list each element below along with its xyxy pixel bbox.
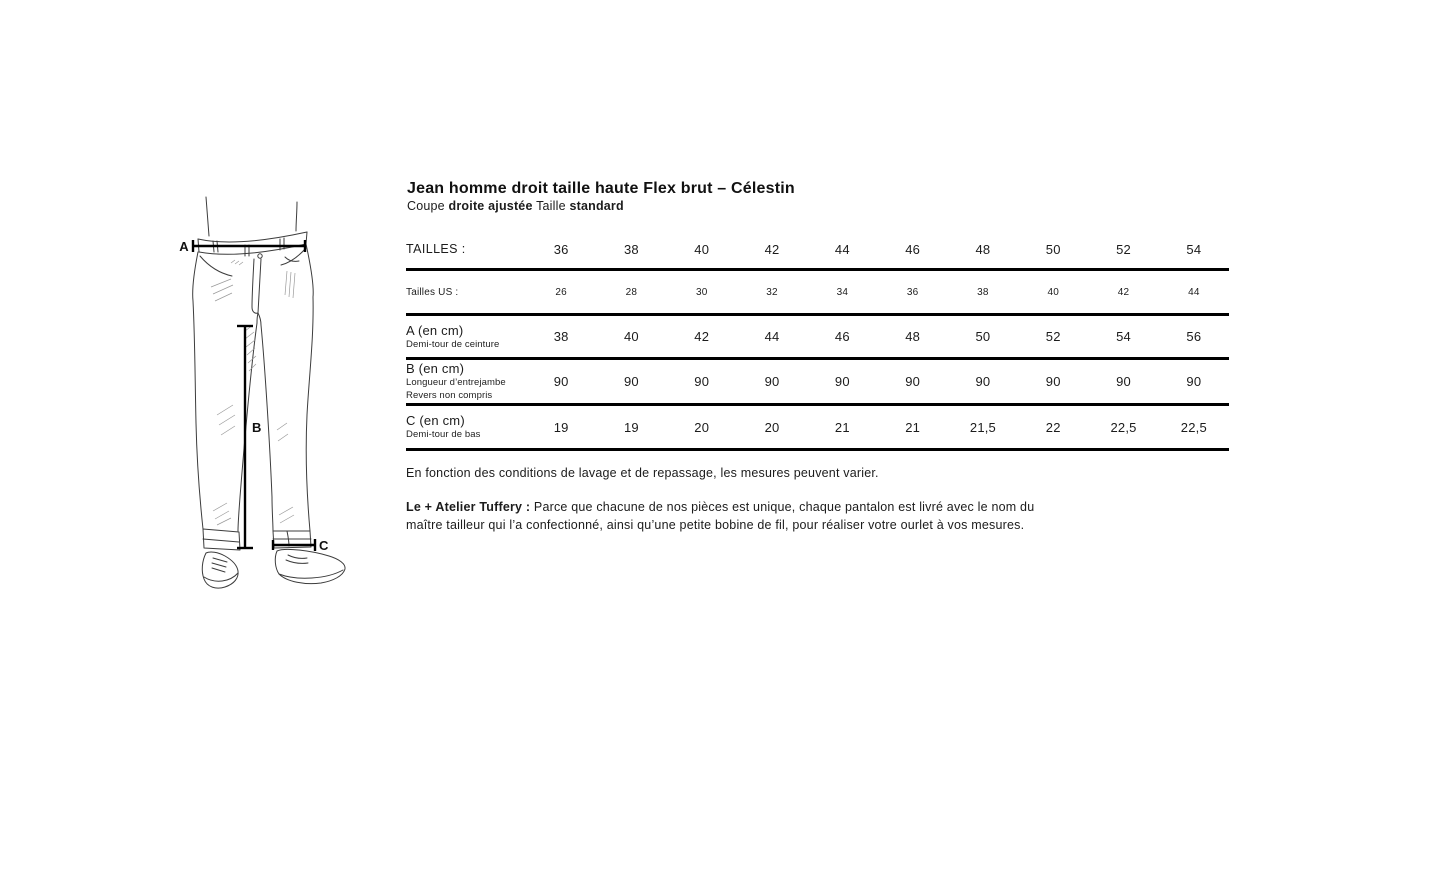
taille-value: standard bbox=[569, 199, 624, 213]
measure-c-value: 20 bbox=[694, 419, 710, 435]
measure-a-value: 52 bbox=[1045, 329, 1061, 344]
measure-c-value: 19 bbox=[553, 419, 569, 435]
measure-a-value: 54 bbox=[1116, 329, 1131, 344]
row-label-c-title: C (en cm) bbox=[406, 413, 465, 428]
table-row-tailles-us bbox=[406, 271, 1229, 313]
measure-c-value: 21,5 bbox=[969, 419, 996, 435]
size-value: 50 bbox=[1045, 241, 1061, 257]
measure-a-value: 40 bbox=[624, 329, 639, 344]
measure-c-label: C bbox=[319, 538, 329, 553]
us-size-value: 26 bbox=[555, 286, 567, 298]
measure-a-value: 44 bbox=[764, 329, 780, 344]
measure-c-value: 22 bbox=[1045, 419, 1061, 435]
coupe-value: droite ajustée bbox=[448, 199, 533, 213]
measure-b-value: 90 bbox=[1186, 374, 1202, 389]
table-row-a bbox=[406, 316, 1229, 357]
measure-c-value: 19 bbox=[624, 419, 639, 435]
measure-b-value: 90 bbox=[834, 374, 850, 389]
measure-b-value: 90 bbox=[975, 374, 991, 389]
fit-description bbox=[407, 199, 624, 213]
table-divider bbox=[406, 448, 1229, 451]
measure-a-label: A bbox=[179, 239, 189, 254]
us-size-value: 44 bbox=[1188, 286, 1200, 298]
table-row-c bbox=[406, 406, 1229, 448]
atelier-note-label: Le + Atelier Tuffery : bbox=[406, 500, 531, 514]
us-size-value: 36 bbox=[906, 286, 919, 298]
us-size-value: 40 bbox=[1047, 286, 1059, 298]
table-row-b bbox=[406, 360, 1229, 403]
care-note: En fonction des conditions de lavage et de repassage, les mesures peuvent varier. bbox=[406, 466, 879, 480]
page-title: Jean homme droit taille haute Flex brut – Célestin bbox=[407, 179, 795, 197]
measure-a-value: 56 bbox=[1186, 329, 1202, 344]
size-value: 38 bbox=[624, 241, 639, 257]
table-row-tailles bbox=[406, 230, 1229, 268]
sketch-hatching bbox=[211, 260, 295, 525]
us-size-value: 38 bbox=[977, 286, 989, 298]
measure-b-value: 90 bbox=[553, 374, 569, 389]
size-value: 52 bbox=[1116, 241, 1131, 257]
row-values-c bbox=[526, 420, 1229, 435]
measure-b-value: 90 bbox=[1116, 374, 1131, 389]
row-label-c bbox=[406, 413, 526, 441]
row-values-b bbox=[526, 374, 1229, 389]
size-value: 48 bbox=[975, 241, 991, 257]
measure-c-value: 21 bbox=[905, 419, 921, 435]
measure-b-value: 90 bbox=[764, 374, 780, 389]
measure-a-value: 50 bbox=[975, 329, 991, 344]
size-value: 54 bbox=[1186, 241, 1202, 257]
us-size-value: 34 bbox=[836, 286, 849, 298]
measure-a-value: 46 bbox=[834, 329, 850, 344]
row-values-tailles-us bbox=[526, 287, 1229, 298]
measure-b-value: 90 bbox=[624, 374, 639, 389]
size-value: 42 bbox=[764, 241, 780, 257]
row-label-c-sub: Demi-tour de bas bbox=[406, 429, 481, 440]
size-table bbox=[406, 230, 1229, 451]
measure-c-value: 22,5 bbox=[1180, 419, 1207, 435]
atelier-note-text: Parce que chacune de nos pièces est unique, chaque pantalon est livré avec le nom du maître tailleur qui l’a confectionné, ainsi qu’une petite bobine de fil, pour réaliser votre ourlet à vos mesures. bbox=[406, 500, 1035, 532]
measure-b-value: 90 bbox=[1045, 374, 1061, 389]
row-label-tailles: TAILLES : bbox=[406, 241, 466, 256]
measure-b-line bbox=[237, 326, 253, 548]
size-value: 44 bbox=[834, 241, 850, 257]
measure-c-value: 20 bbox=[764, 419, 780, 435]
measure-b-value: 90 bbox=[905, 374, 921, 389]
measure-a-value: 48 bbox=[905, 329, 921, 344]
size-value: 46 bbox=[905, 241, 921, 257]
row-label-a bbox=[406, 323, 526, 351]
row-label-a-sub: Demi-tour de ceinture bbox=[406, 338, 500, 350]
atelier-note bbox=[406, 499, 1068, 534]
us-size-value: 42 bbox=[1117, 286, 1130, 298]
measure-b-value: 90 bbox=[694, 374, 710, 389]
row-label-b-sub2: Revers non compris bbox=[406, 390, 493, 401]
size-value: 40 bbox=[694, 241, 710, 257]
measure-c-value: 21 bbox=[834, 419, 850, 435]
measure-a-value: 38 bbox=[553, 329, 569, 344]
row-label-b bbox=[406, 361, 526, 402]
us-size-value: 30 bbox=[695, 286, 708, 298]
coupe-label: Coupe bbox=[407, 199, 445, 213]
measure-c-value: 22,5 bbox=[1110, 419, 1137, 435]
jeans-sketch bbox=[175, 195, 355, 595]
measure-b-label: B bbox=[252, 420, 262, 435]
row-label-a-title: A (en cm) bbox=[406, 322, 464, 338]
row-values-a bbox=[526, 329, 1229, 344]
row-label-tailles-us: Tailles US : bbox=[406, 286, 459, 298]
row-label-b-sub1: Longueur d’entrejambe bbox=[406, 377, 506, 388]
us-size-value: 32 bbox=[766, 286, 778, 298]
jeans-outline bbox=[193, 197, 345, 588]
size-value: 36 bbox=[553, 241, 569, 257]
row-values-tailles bbox=[526, 242, 1229, 257]
us-size-value: 28 bbox=[625, 286, 638, 298]
taille-label: Taille bbox=[536, 199, 566, 213]
row-label-b-title: B (en cm) bbox=[406, 361, 465, 376]
measure-a-value: 42 bbox=[694, 329, 710, 344]
